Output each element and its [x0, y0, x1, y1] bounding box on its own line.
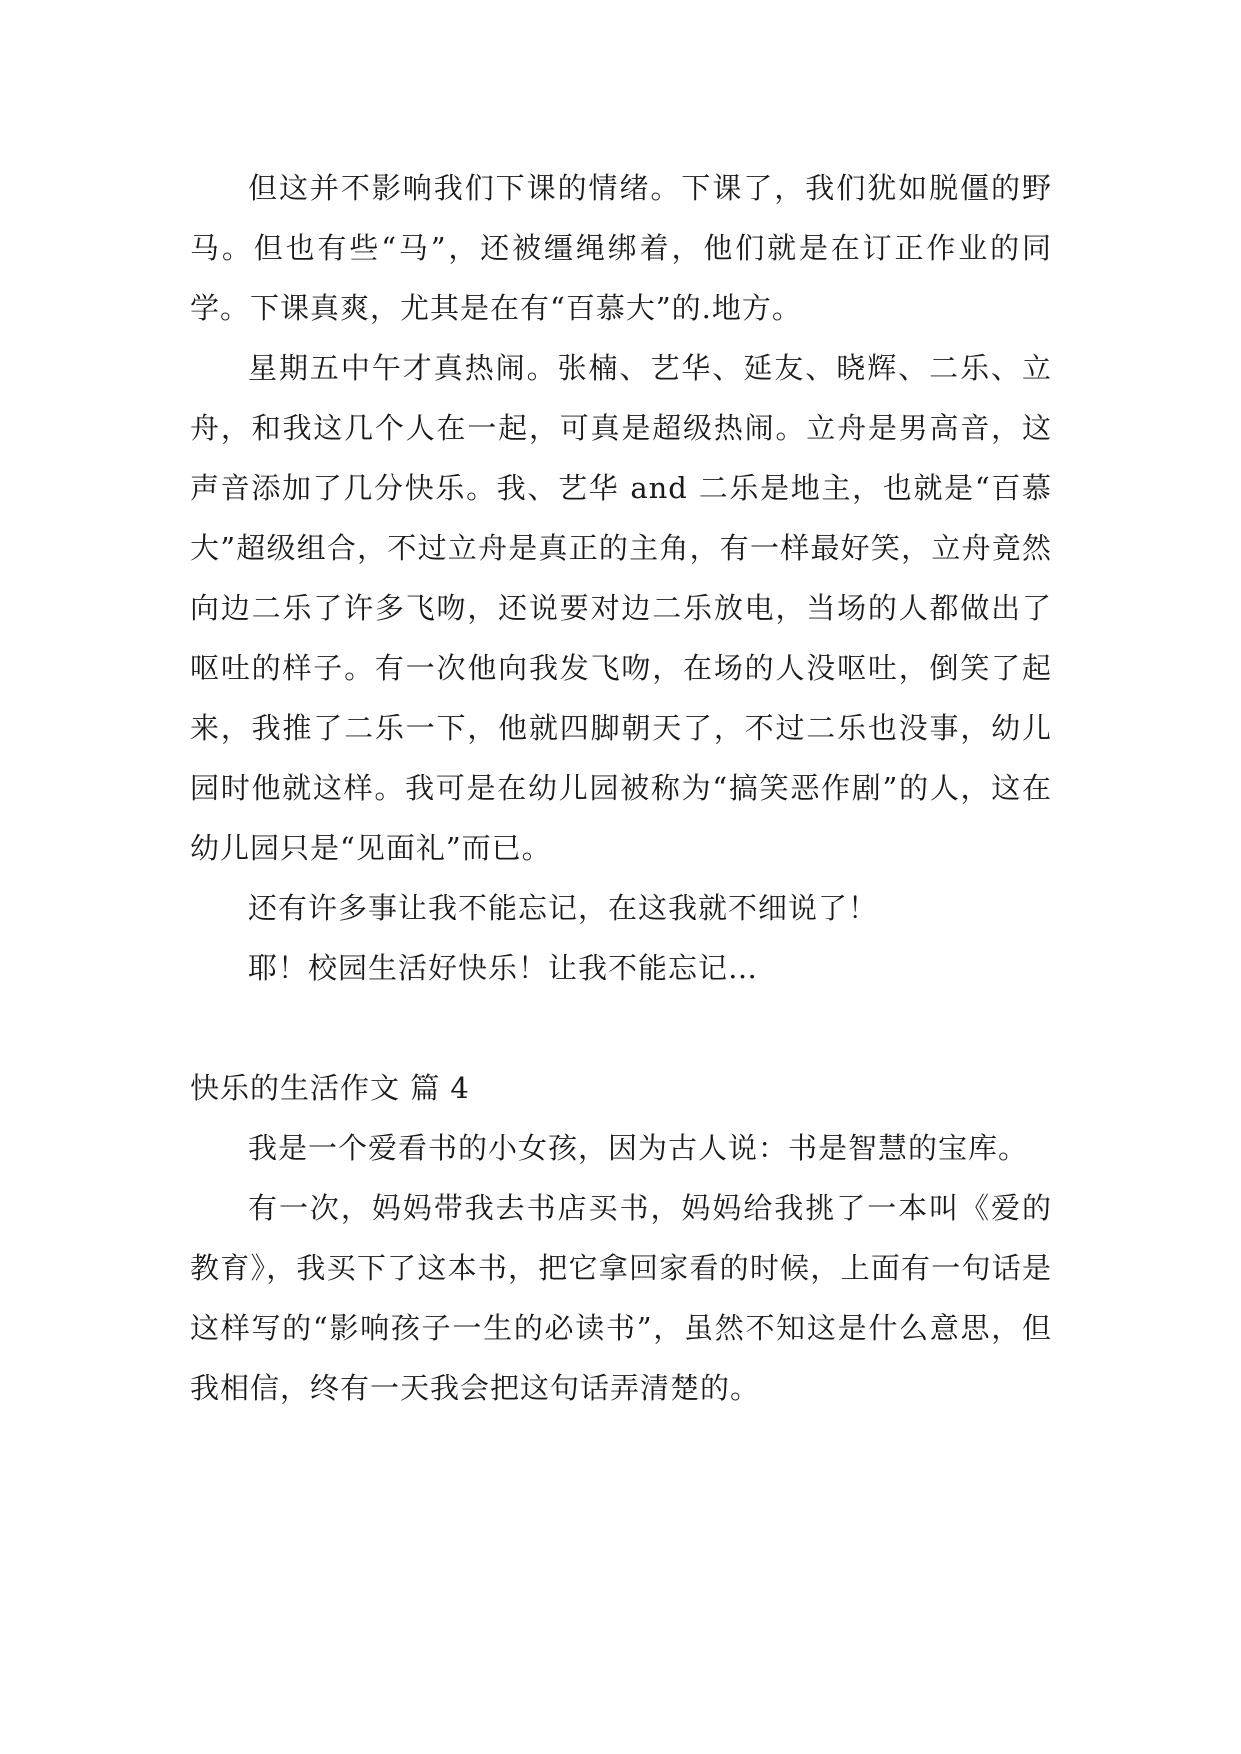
section-title: 快乐的生活作文 篇 4 — [190, 1071, 470, 1105]
paragraph: 星期五中午才真热闹。张楠、艺华、延友、晓辉、二乐、立舟，和我这几个人在一起，可真是超级热闹。立舟是男高音，这声音添加了几分快乐。我、艺华 and 二乐是地主，也就是“百慕大”超级组合，不过立舟是真正的主角，有一样最好笑，立舟竟然向边二乐了许多飞吻，还说要对边二乐放电，当场的人都做出了呕吐的样子。有一次他向我发飞吻，在场的人没呕吐，倒笑了起来，我推了二乐一下，他就四脚朝天了，不过二乐也没事，幼儿园时他就这样。我可是在幼儿园被称为“搞笑恶作剧”的人，这在幼儿园只是“见面礼”而已。 — [190, 351, 1052, 865]
paragraph: 有一次，妈妈带我去书店买书，妈妈给我挑了一本叫《爱的教育》，我买下了这本书，把它拿回家看的时候，上面有一句话是这样写的“影响孩子一生的必读书”，虽然不知这是什么意思，但我相信，终有一天我会把这句话弄清楚的。 — [190, 1191, 1052, 1405]
paragraph: 耶！校园生活好快乐！让我不能忘记… — [248, 951, 759, 985]
paragraph: 还有许多事让我不能忘记，在这我就不细说了！ — [248, 891, 879, 925]
paragraph: 我是一个爱看书的小女孩，因为古人说：书是智慧的宝库。 — [248, 1131, 1029, 1165]
document-body — [190, 158, 1052, 1418]
paragraph: 但这并不影响我们下课的情绪。下课了，我们犹如脱僵的野马。但也有些“马”，还被缰绳绑着，他们就是在订正作业的同学。下课真爽，尤其是在有“百慕大”的.地方。 — [190, 171, 1052, 325]
